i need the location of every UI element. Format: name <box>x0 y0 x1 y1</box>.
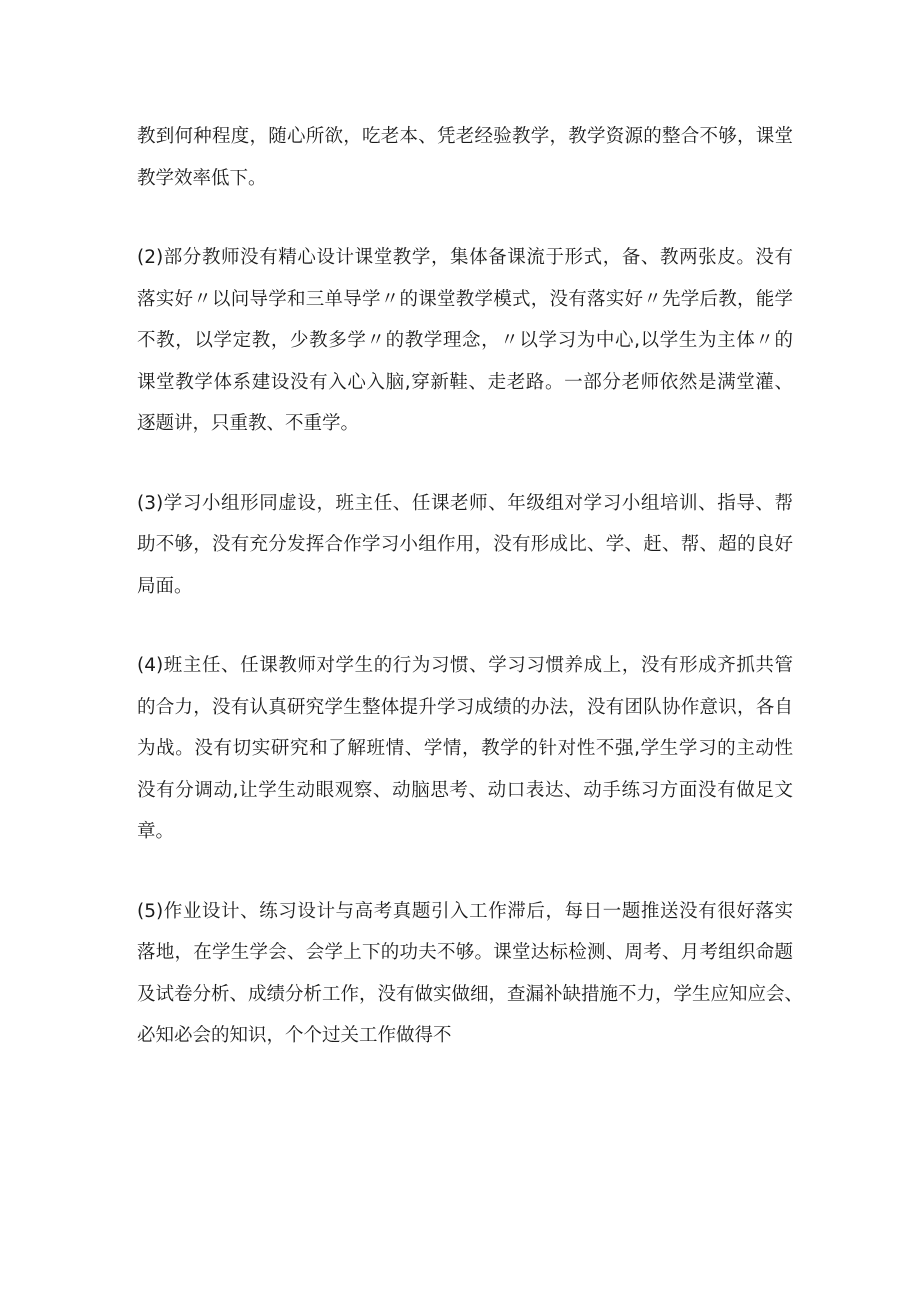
paragraph-line: 必知必会的知识，个个过关工作做得不 <box>137 1025 452 1046</box>
paragraph-line: 没有分调动,让学生动眼观察、动脑思考、动口表达、动手练习方面没有做足文 <box>137 779 793 801</box>
paragraph-line: (3)学习小组形同虚设，班主任、任课老师、年级组对学习小组培训、指导、帮 <box>137 492 793 514</box>
paragraph-line: (4)班主任、任课教师对学生的行为习惯、学习习惯养成上，没有形成齐抓共管 <box>137 655 793 676</box>
paragraph-line: 落实好〃以问导学和三单导学〃的课堂教学模式，没有落实好〃先学后教，能学 <box>137 288 793 310</box>
paragraph <box>137 237 793 445</box>
paragraph <box>137 116 793 199</box>
paragraph-line: 的合力，没有认真研究学生整体提升学习成绩的办法，没有团队协作意识，各自 <box>137 696 793 718</box>
paragraph-line: 逐题讲，只重教、不重学。 <box>137 413 360 434</box>
paragraph-line: 落地，在学生学会、会学上下的功夫不够。课堂达标检测、周考、月考组织命题 <box>137 942 793 963</box>
paragraph-line: 教学效率低下。 <box>137 167 267 189</box>
document-body <box>137 116 804 1095</box>
paragraph-line: 不教，以学定教，少教多学〃的教学理念，〃以学习为中心,以学生为主体〃的 <box>137 330 793 351</box>
paragraph-line: (5)作业设计、练习设计与高考真题引入工作滞后，每日一题推送没有很好落实 <box>137 900 793 922</box>
paragraph-line: 助不够，没有充分发挥合作学习小组作用，没有形成比、学、赶、帮、超的良好 <box>137 534 793 555</box>
paragraph-line: 章。 <box>137 821 175 842</box>
paragraph-line: 教到何种程度，随心所欲，吃老本、凭老经验教学，教学资源的整合不够，课堂 <box>137 126 793 147</box>
paragraph-line: 局面。 <box>137 575 193 597</box>
paragraph <box>137 483 793 608</box>
paragraph <box>137 891 804 1057</box>
paragraph-line: 及试卷分析、成绩分析工作，没有做实做细，查漏补缺措施不力，学生应知应会、 <box>137 983 804 1005</box>
paragraph-line: (2)部分教师没有精心设计课堂教学，集体备课流于形式，备、教两张皮。没有 <box>137 247 793 268</box>
paragraph-line: 课堂教学体系建设没有入心入脑,穿新鞋、走老路。一部分老师依然是满堂灌、 <box>137 371 793 393</box>
paragraph <box>137 645 793 853</box>
paragraph-line: 为战。没有切实研究和了解班情、学情，教学的针对性不强,学生学习的主动性 <box>137 738 793 759</box>
